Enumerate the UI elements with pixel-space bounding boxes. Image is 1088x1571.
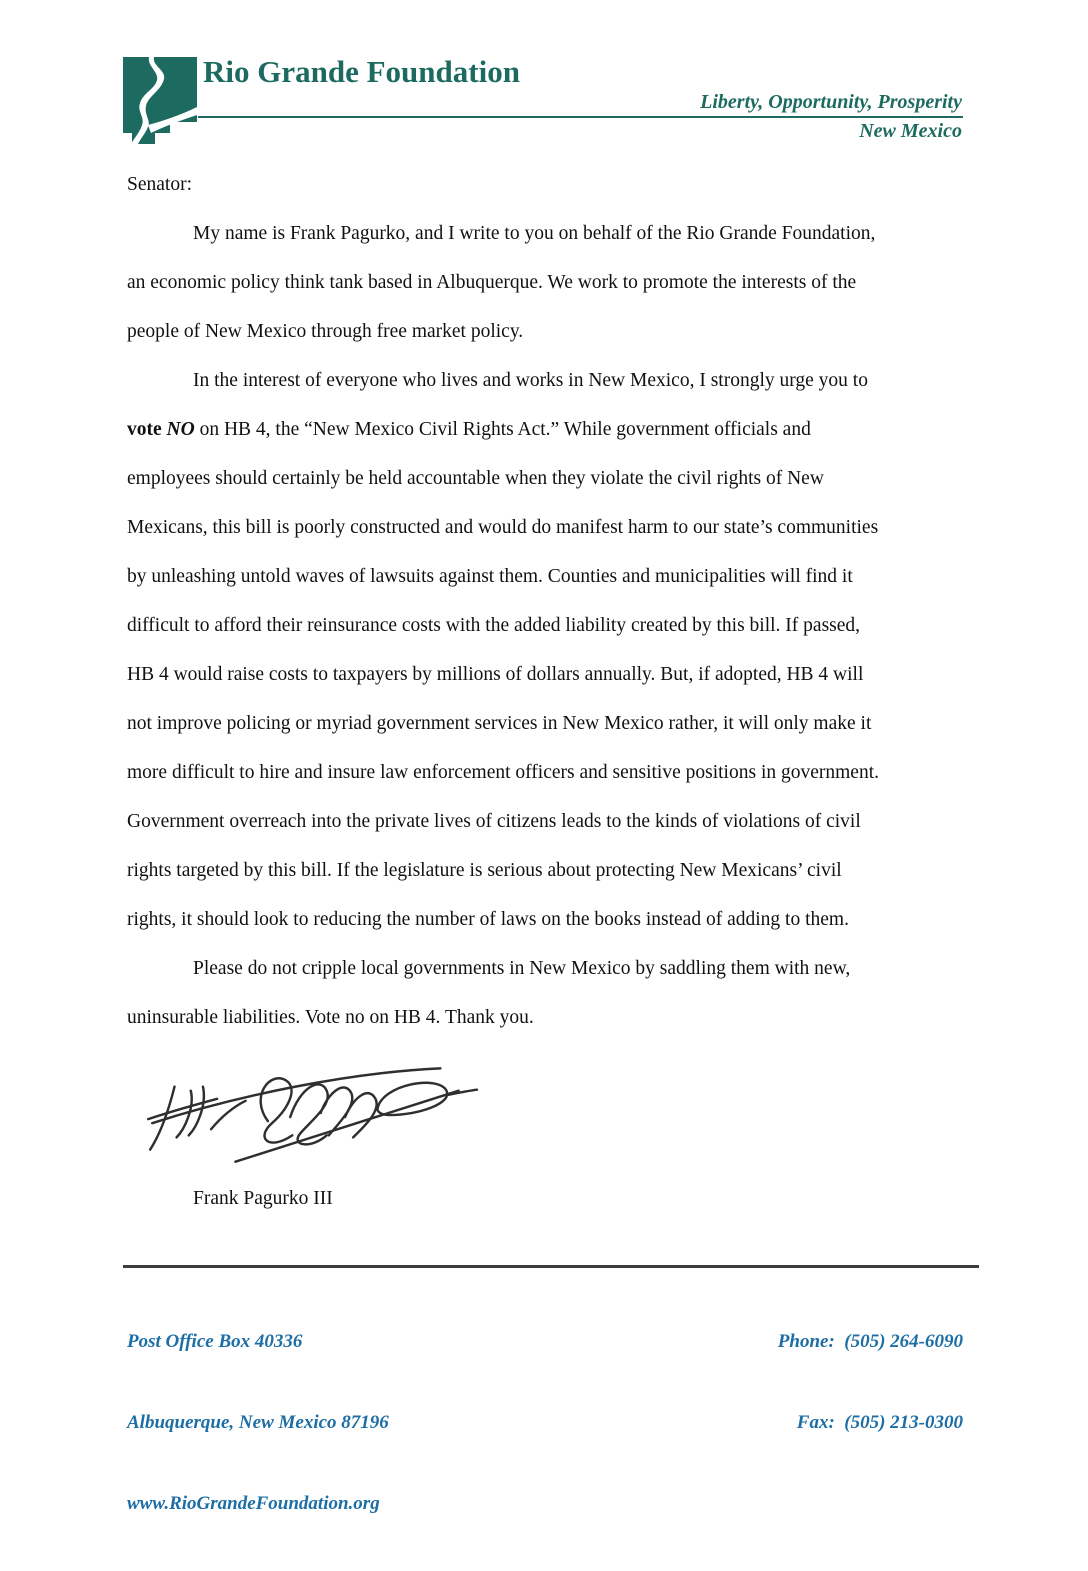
letter-text-segment: NO [166,419,195,440]
letter-line [127,405,987,454]
header-divider [198,116,963,118]
footer-address [127,1274,389,1571]
letter-line [127,601,987,650]
letter-text-segment: My name is Frank Pagurko, and I write to you on behalf of the Rio Grande Foundation, [193,223,876,244]
letter-text-segment: uninsurable liabilities. Vote no on HB 4. Thank you. [127,1007,534,1028]
letter-text-segment: on HB 4, the “New Mexico Civil Rights Act.” While government officials and [194,419,811,440]
letter-text-segment: employees should certainly be held accountable when they violate the civil rights of New [127,468,824,489]
letter-line [127,503,987,552]
letter-line [127,699,987,748]
letter-line [127,209,987,258]
letter-text-segment: In the interest of everyone who lives and works in New Mexico, I strongly urge you to [193,370,868,391]
org-name: Rio Grande Foundation [203,54,520,89]
letter-text-segment: vote [127,419,167,440]
handwritten-signature-icon [138,1056,483,1168]
letter-text-segment: more difficult to hire and insure law enforcement officers and sensitive positions in government. [127,762,879,783]
footer-fax: Fax: (505) 213-0300 [796,1412,963,1433]
letter-text-segment: Mexicans, this bill is poorly constructed and would do manifest harm to our state’s communities [127,517,879,538]
letter-text-segment: people of New Mexico through free market policy. [127,321,524,342]
letter-text-segment: rights, it should look to reducing the number of laws on the books instead of adding to them. [127,909,849,930]
letter-line [127,454,987,503]
signature-block [138,1056,483,1168]
letter-text-segment: an economic policy think tank based in Albuquerque. We work to promote the interests of the [127,272,857,293]
letter-line [127,258,987,307]
new-mexico-river-icon [123,57,197,145]
rio-grande-foundation-logo [123,57,197,145]
letter-line [127,160,987,209]
footer-contact [778,1274,963,1490]
footer-divider [123,1265,979,1268]
letter-line [127,356,987,405]
letter-line [127,748,987,797]
letter-line [127,650,987,699]
letter-line [127,944,987,993]
letter-line [127,846,987,895]
letter-text-segment: difficult to afford their reinsurance costs with the added liability created by this bill. If passed, [127,615,861,636]
letter-text-segment: HB 4 would raise costs to taxpayers by millions of dollars annually. But, if adopted, HB 4 will [127,664,864,685]
letter-line [127,797,987,846]
letter-text-segment: by unleashing untold waves of lawsuits against them. Counties and municipalities will find it [127,566,853,587]
signer-name: Frank Pagurko III [193,1188,333,1209]
footer-city: Albuquerque, New Mexico 87196 [127,1412,389,1433]
letter-text-segment: Please do not cripple local governments in New Mexico by saddling them with new, [193,958,851,979]
letter-text-segment: rights targeted by this bill. If the legislature is serious about protecting New Mexicans’ civil [127,860,842,881]
letter-text-segment: Government overreach into the private lives of citizens leads to the kinds of violations of civil [127,811,861,832]
letter-text-segment: not improve policing or myriad government services in New Mexico rather, it will only make it [127,713,872,734]
letter-line [127,993,987,1042]
letter-text-segment: Senator: [127,174,192,195]
letter-body [127,160,987,1042]
letter-line [127,552,987,601]
region-label: New Mexico [859,120,962,142]
letter-line [127,307,987,356]
footer-website: www.RioGrandeFoundation.org [127,1493,380,1514]
footer-phone: Phone: (505) 264-6090 [777,1331,963,1352]
tagline: Liberty, Opportunity, Prosperity [700,91,962,113]
letter-line [127,895,987,944]
footer-po-box: Post Office Box 40336 [127,1331,303,1352]
